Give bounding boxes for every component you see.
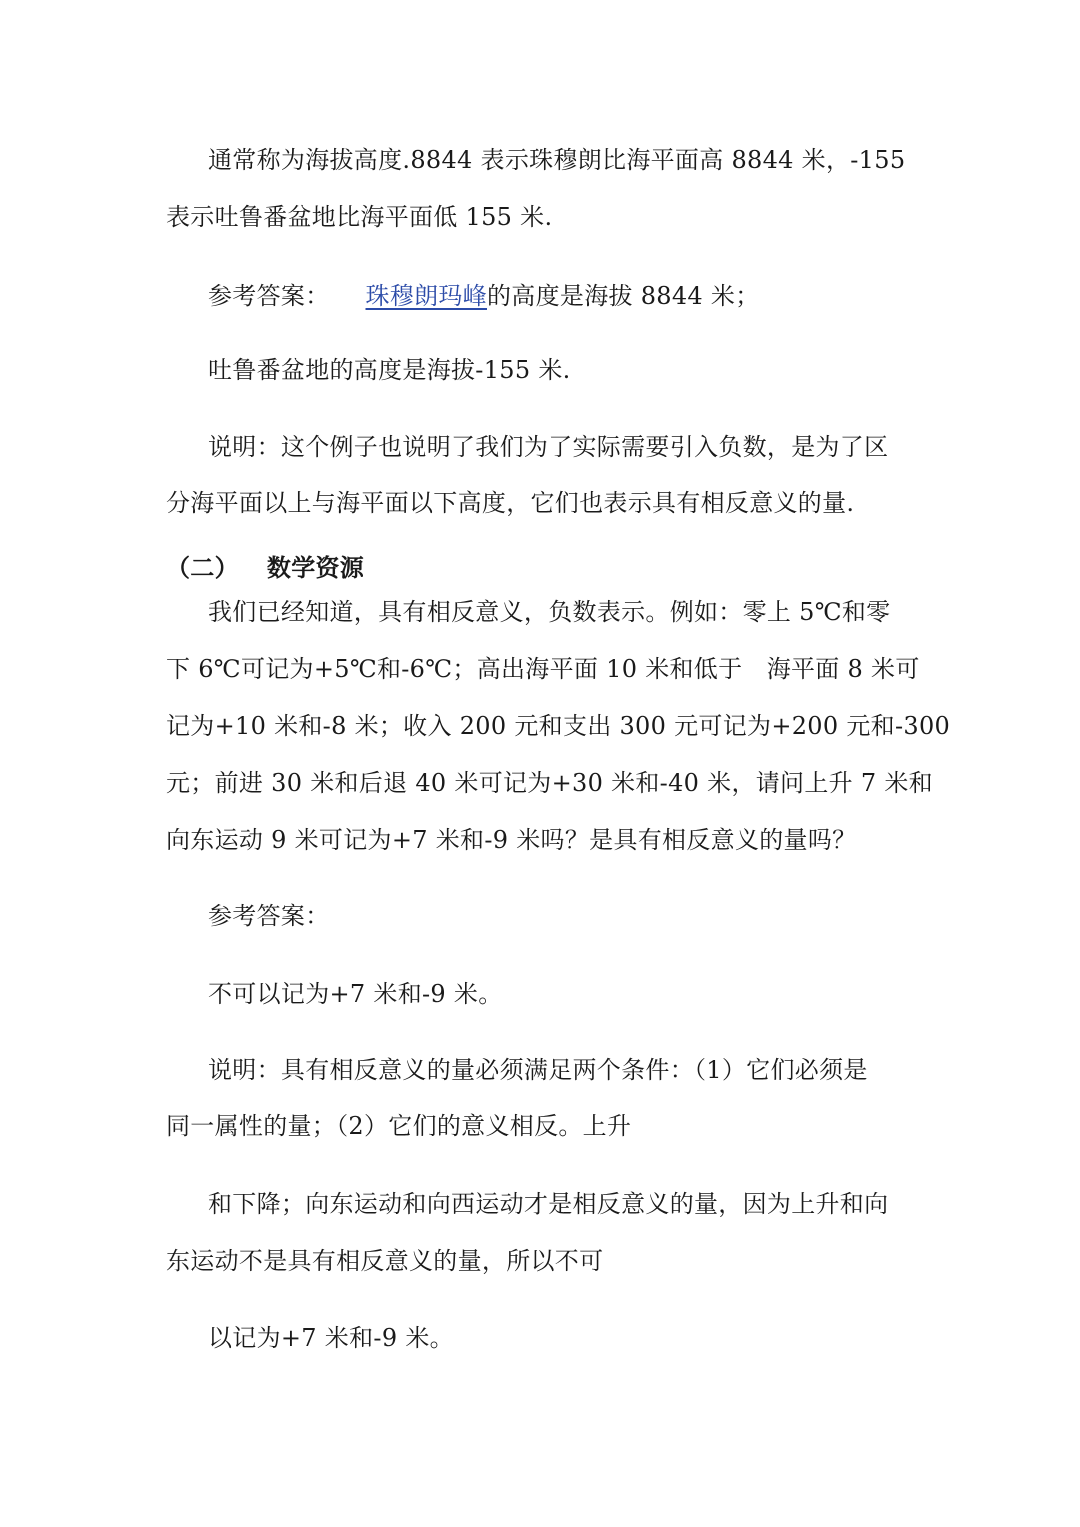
note-2-line-2: 同一属性的量；（2）它们的意义相反。上升	[166, 1112, 632, 1140]
answer-1-line-2: 吐鲁番盆地的高度是海拔-155 米.	[208, 356, 571, 384]
answer-1-line	[208, 280, 760, 312]
note-2-line-4: 东运动不是具有相反意义的量，所以不可	[166, 1247, 604, 1275]
note-2-line-5: 以记为+7 米和-9 米。	[208, 1324, 454, 1352]
paragraph-2-line-1: 我们已经知道，具有相反意义，负数表示。例如：零上 5℃和零	[208, 598, 891, 626]
answer-1-label: 参考答案：	[208, 282, 330, 310]
note-2-line-3: 和下降；向东运动和向西运动才是相反意义的量，因为上升和向	[208, 1190, 889, 1218]
paragraph-2-line-5: 向东运动 9 米可记为+7 米和-9 米吗？是具有相反意义的量吗？	[166, 826, 857, 854]
section-2-number: （二）	[166, 553, 239, 582]
paragraph-2-line-2: 下 6℃可记为+5℃和-6℃；高出海平面 10 米和低于 海平面 8 米可	[166, 655, 920, 683]
zhumulangma-link[interactable]: 珠穆朗玛峰	[365, 282, 487, 310]
note-2-line-1: 说明：具有相反意义的量必须满足两个条件：（1）它们必须是	[208, 1056, 868, 1084]
paragraph-1-line-1: 通常称为海拔高度.8844 表示珠穆朗比海平面高 8844 米，-155	[208, 146, 906, 174]
paragraph-2-line-4: 元；前进 30 米和后退 40 米可记为+30 米和-40 米，请问上升 7 米和	[166, 769, 933, 797]
answer-1-suffix: 的高度是海拔 8844 米；	[487, 282, 760, 310]
paragraph-2-line-3: 记为+10 米和-8 米；收入 200 元和支出 300 元可记为+200 元和-300	[166, 712, 951, 740]
answer-2-text: 不可以记为+7 米和-9 米。	[208, 980, 503, 1008]
paragraph-1-line-2: 表示吐鲁番盆地比海平面低 155 米.	[166, 203, 553, 231]
note-1-line-2: 分海平面以上与海平面以下高度，它们也表示具有相反意义的量.	[166, 489, 855, 517]
section-2-title: 数学资源	[266, 553, 365, 582]
answer-2-label: 参考答案：	[208, 902, 330, 930]
section-2-heading	[166, 552, 364, 584]
note-1-line-1: 说明：这个例子也说明了我们为了实际需要引入负数，是为了区	[208, 433, 889, 461]
